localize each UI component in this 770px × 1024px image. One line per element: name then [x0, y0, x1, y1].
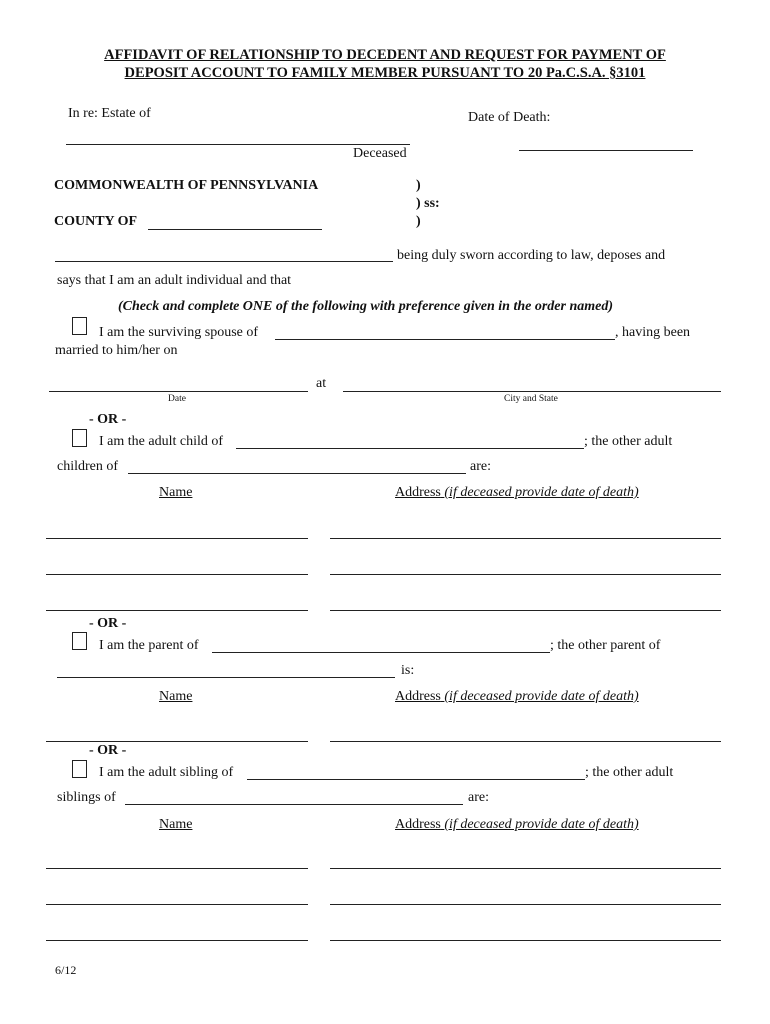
- other-parent-of-field[interactable]: [57, 677, 395, 678]
- date-caption: Date: [168, 394, 186, 404]
- child-name-header: Name: [159, 485, 193, 500]
- parent-decedent-field[interactable]: [212, 652, 550, 653]
- children-of-text: children of: [57, 459, 119, 474]
- parent-name-header: Name: [159, 689, 193, 704]
- marriage-date-field[interactable]: [49, 391, 308, 392]
- sibling-name-field-3[interactable]: [46, 940, 308, 941]
- marriage-place-field[interactable]: [343, 391, 721, 392]
- parent-other-text: ; the other parent of: [550, 638, 661, 653]
- or-label-1: - OR -: [89, 412, 127, 427]
- sibling-address-field-3[interactable]: [330, 940, 721, 941]
- siblings-of-field[interactable]: [125, 804, 463, 805]
- child-address-field-3[interactable]: [330, 610, 721, 611]
- sibling-are-text: are:: [468, 790, 489, 805]
- child-are-text: are:: [470, 459, 491, 474]
- parent-address-header: Address: [395, 689, 441, 704]
- instruction-text: (Check and complete ONE of the following with preference given in the order named): [118, 299, 614, 314]
- child-name-field-2[interactable]: [46, 574, 308, 575]
- child-name-field-1[interactable]: [46, 538, 308, 539]
- children-of-field[interactable]: [128, 473, 466, 474]
- sibling-address-header: Address: [395, 817, 441, 832]
- sibling-name-field-2[interactable]: [46, 904, 308, 905]
- child-address-field-2[interactable]: [330, 574, 721, 575]
- venue-paren-3: ): [416, 214, 421, 229]
- form-revision-code: 6/12: [55, 963, 77, 977]
- venue-paren-1: ): [416, 178, 421, 193]
- child-checkbox[interactable]: [72, 429, 87, 447]
- county-label: COUNTY OF: [54, 214, 138, 229]
- spouse-checkbox[interactable]: [72, 317, 87, 335]
- parent-text: I am the parent of: [99, 638, 199, 653]
- sworn-text: being duly sworn according to law, deposes and: [397, 248, 666, 263]
- parent-is-text: is:: [401, 663, 415, 678]
- having-been-text: , having been: [615, 325, 691, 340]
- parent-name-field[interactable]: [46, 741, 308, 742]
- siblings-of-text: siblings of: [57, 790, 116, 805]
- date-of-death-field[interactable]: [519, 150, 693, 151]
- sibling-decedent-field[interactable]: [247, 779, 585, 780]
- date-of-death-label: Date of Death:: [468, 110, 551, 125]
- child-address-field-1[interactable]: [330, 538, 721, 539]
- child-address-header: Address: [395, 485, 441, 500]
- sibling-address-field-2[interactable]: [330, 904, 721, 905]
- spouse-text: I am the surviving spouse of: [99, 325, 259, 340]
- parent-address-field[interactable]: [330, 741, 721, 742]
- sibling-address-field-1[interactable]: [330, 868, 721, 869]
- city-state-caption: City and State: [504, 394, 558, 404]
- married-text: married to him/her on: [55, 343, 178, 358]
- commonwealth-label: COMMONWEALTH OF PENNSYLVANIA: [54, 178, 319, 193]
- child-decedent-field[interactable]: [236, 448, 584, 449]
- form-title-line1: AFFIDAVIT OF RELATIONSHIP TO DECEDENT AND REQUEST FOR PAYMENT OF: [104, 47, 666, 63]
- form-title-line2: DEPOSIT ACCOUNT TO FAMILY MEMBER PURSUANT TO 20 Pa.C.S.A. §3101: [124, 65, 646, 81]
- venue-ss: ) ss:: [416, 196, 440, 211]
- estate-name-field[interactable]: [66, 144, 410, 145]
- or-label-2: - OR -: [89, 616, 127, 631]
- affiant-name-field[interactable]: [55, 261, 393, 262]
- sibling-name-field-1[interactable]: [46, 868, 308, 869]
- child-other-text: ; the other adult: [584, 434, 673, 449]
- sibling-other-text: ; the other adult: [585, 765, 674, 780]
- says-text: says that I am an adult individual and that: [57, 273, 292, 288]
- sibling-text: I am the adult sibling of: [99, 765, 234, 780]
- or-label-3: - OR -: [89, 743, 127, 758]
- at-text: at: [316, 376, 327, 391]
- county-field[interactable]: [148, 229, 322, 230]
- in-re-label: In re: Estate of: [68, 106, 151, 121]
- parent-address-note: (if deceased provide date of death): [444, 689, 639, 704]
- sibling-name-header: Name: [159, 817, 193, 832]
- parent-checkbox[interactable]: [72, 632, 87, 650]
- child-text: I am the adult child of: [99, 434, 224, 449]
- child-name-field-3[interactable]: [46, 610, 308, 611]
- deceased-label: Deceased: [353, 146, 407, 161]
- child-address-note: (if deceased provide date of death): [444, 485, 639, 500]
- sibling-address-note: (if deceased provide date of death): [444, 817, 639, 832]
- sibling-checkbox[interactable]: [72, 760, 87, 778]
- spouse-name-field[interactable]: [275, 339, 615, 340]
